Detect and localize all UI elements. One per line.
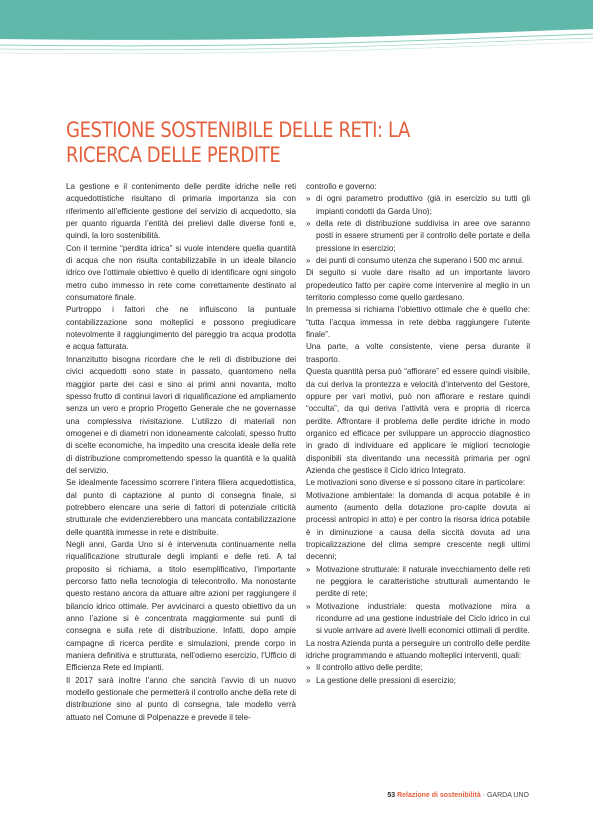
paragraph: Negli anni, Garda Uno si è intervenuta continuamente nella riqualificazione strutturale degli impianti e delle reti. A tal proposito si richiama, a titolo esemplificativo, l’importante percorso fatto nella tecnologia di telecontrollo. Ma nonostante questo restano ancora da attuare altre azioni per raggiungere il bilancio idrico ottimale. Per avvicinarci a questo obiettivo da un anno l’azione si è concentrata maggiormente sui punti di consegna e sulla rete di distribuzione. Infatti, dopo ampie campagne di ricerca perdite e simulazioni, prende corpo in maniera definitiva e strutturata, nell’odierno esercizio, l’Ufficio di Efficienza Rete ed Impianti. — [66, 539, 296, 673]
brand-name: GARDA UNO — [486, 792, 529, 799]
page-number: 53 — [387, 792, 396, 799]
paragraph: Motivazione ambientale: la domanda di acqua potabile è in aumento (aumento della dotazione pro-capite dovuta ai processi antropici in atto) e per contro la risorsa idrica potabile è in diminuzione a causa della siccità dovuta ad una tropicalizzazione del clima sempre crescente negli ultimi decenni; — [306, 490, 530, 562]
bullet-list — [306, 564, 530, 638]
bullet-list — [306, 193, 530, 267]
page-footer — [387, 791, 529, 801]
paragraph: Di seguito si vuole dare risalto ad un importante lavoro propedeutico fatto per capire come intervenire al meglio in un territorio complesso come quello gardesano. — [306, 268, 530, 303]
left-column — [66, 181, 296, 724]
paragraph: Innanzitutto bisogna ricordare che le reti di distribuzione dei civici acquedotti sono state in passato, quantomeno nella maggior parte dei casi e sino ai primi anni novanta, molto spesso frutto di continui lavori di riqualificazione ed ampliamento senza un vero e proprio Progetto Generale che ne governasse una complessiva rivisitazione. L’utilizzo di materiali non omogenei e di diametri non idoneamente calcolati, spesso frutto di scelte economiche, ha impedito una crescita ideale della rete di distribuzione compromettendo spesso la quantità e la qualità del servizio. — [66, 354, 296, 475]
paragraph: controllo e governo: — [306, 182, 377, 191]
page-title: GESTIONE SOSTENIBILE DELLE RETI: LA RICERCA DELLE PERDITE — [66, 118, 410, 167]
paragraph: Con il termine “perdita idrica” si vuole intendere quella quantità di acqua che non risulta contabilizzabile in un ideale bilancio idrico ove l’ottimale obiettivo è quello di identificare ogni singolo metro cubo immesso in rete come correttamente destinato al consumatore finale. — [66, 243, 296, 303]
list-item: » La gestione delle pressioni di esercizio; — [306, 675, 530, 687]
paragraph: Una parte, a volte consistente, viene persa durante il trasporto. — [306, 342, 530, 364]
paragraph: Questa quantità persa può “affiorare” ed essere quindi visibile, da cui deriva la prontezza e velocità d’intervento del Gestore, oppure per vari motivi, può non affiorare e restare quindi “occulta”, da qui deriva l’attività vera e propria di ricerca perdite. Affrontare il problema delle perdite idriche in modo organico ed efficace per sviluppare un approccio diagnostico in grado di individuare ed applicare le migliori tecnologie disponibili sta diventando una necessità primaria per ogni Azienda che gestisce il Ciclo idrico Integrato. — [306, 367, 530, 475]
paragraph: Purtroppo i fattori che ne influiscono la puntuale contabilizzazione sono molteplici e possono pregiudicare notevolmente il raggiungimento del pareggio tra acqua prodotta e acqua fatturata. — [66, 305, 296, 352]
paragraph: La nostra Azienda punta a perseguire un controllo delle perdite idriche programmando e attuando molteplici interventi, quali: — [306, 638, 530, 661]
paragraph: Se idealmente facessimo scorrere l’intera filiera acquedottistica, dal punto di captazione al punto di consegna finale, si potrebbero elencare una serie di fattori di potenziale criticità strutturale che evidenzierebbero una mancata contabilizzazione delle quantità immesse in rete e distribuite. — [66, 478, 296, 537]
bullet-list — [306, 662, 530, 687]
list-item: » Il controllo attivo delle perdite; — [306, 662, 530, 674]
list-item: » Motivazione strutturale: il naturale invecchiamento delle reti ne peggiora le caratteristiche strutturali aumentando le perdite di rete; — [306, 564, 530, 601]
paragraph: Il 2017 sarà inoltre l’anno che sancirà l’avvio di un nuovo modello gestionale che permetterà il controllo anche della rete di distribuzione sino al punto di consegna, tale modello verrà attuato nel Comune di Polpenazze e prevede il tele- — [66, 675, 296, 722]
header-wave-decoration — [0, 0, 593, 64]
list-item: » di ogni parametro produttivo (già in esercizio su tutti gli impianti condotti da Garda Uno); — [306, 193, 530, 218]
paragraph: Le motivazioni sono diverse e si possono citare in particolare: — [306, 478, 526, 488]
right-column — [306, 181, 530, 687]
report-title: Relazione di sostenibilità — [397, 792, 481, 799]
paragraph: In premessa si richiama l’obiettivo ottimale che è quello che: “tutta l’acqua immessa in rete debba raggiungere l’utente finale”. — [306, 305, 530, 340]
paragraph: La gestione e il contenimento delle perdite idriche nelle reti acquedottistiche risultano di primaria importanza sia con riferimento all’efficiente gestione del servizio di acquedotto, sia per quanto riguarda l’entità dei prelievi dalle diverse fonti e, quindi, la loro sostenibilità. — [66, 182, 296, 241]
footer-separator: · — [482, 792, 486, 799]
list-item: » dei punti di consumo utenza che superano i 500 mc annui. — [306, 255, 530, 267]
list-item: » Motivazione industriale: questa motivazione mira a ricondurre ad una gestione industriale del Ciclo idrico in cui si vuole arrivare ad avere livelli economici ottimali di perdite. — [306, 601, 530, 638]
list-item: » della rete di distribuzione suddivisa in aree ove saranno posti in essere strumenti per il controllo delle portate e della pressione in esercizio; — [306, 218, 530, 255]
